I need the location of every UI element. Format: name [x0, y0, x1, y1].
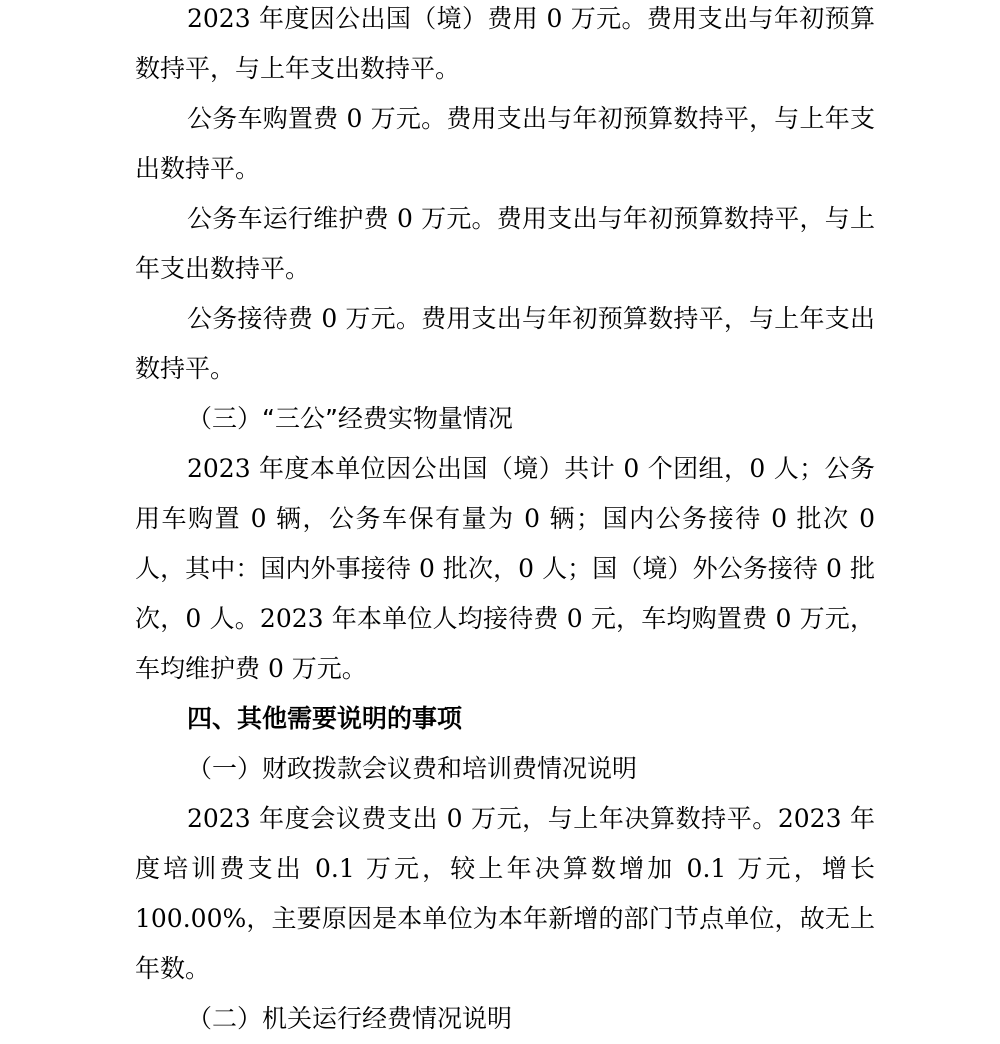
paragraph-physical-quantity: 2023 年度本单位因公出国（境）共计 0 个团组，0 人；公务用车购置 0 辆，公务车保有量为 0 辆；国内公务接待 0 批次 0 人，其中：国内外事接待 0 批次，0 人；国（境）外公务接待 0 批次，0 人。2023 年本单位人均接待费 0 元，车均购置费 0 万元，车均维护费 0 万元。: [135, 454, 875, 683]
paragraph-vehicle-purchase-cost: 公务车购置费 0 万元。费用支出与年初预算数持平，与上年支出数持平。: [135, 104, 875, 183]
paragraph-meeting-training: 2023 年度会议费支出 0 万元，与上年决算数持平。2023 年度培训费支出 0.1 万元，较上年决算数增加 0.1 万元，增长 100.00%，主要原因是本单位为本年新增的部门节点单位，故无上年数。: [135, 804, 875, 983]
paragraph-travel-abroad-cost: 2023 年度因公出国（境）费用 0 万元。费用支出与年初预算数持平，与上年支出数持平。: [135, 4, 875, 83]
section-heading-other-matters: 四、其他需要说明的事项: [187, 704, 463, 733]
paragraph-vehicle-maintenance-cost: 公务车运行维护费 0 万元。费用支出与年初预算数持平，与上年支出数持平。: [135, 204, 875, 283]
subsection-heading-meeting-training: （一）财政拨款会议费和培训费情况说明: [187, 754, 638, 783]
section-heading-physical-quantity: （三）“三公”经费实物量情况: [187, 404, 513, 433]
subsection-heading-office-operation: （二）机关运行经费情况说明: [187, 1004, 513, 1033]
paragraph-reception-cost: 公务接待费 0 万元。费用支出与年初预算数持平，与上年支出数持平。: [135, 304, 875, 383]
